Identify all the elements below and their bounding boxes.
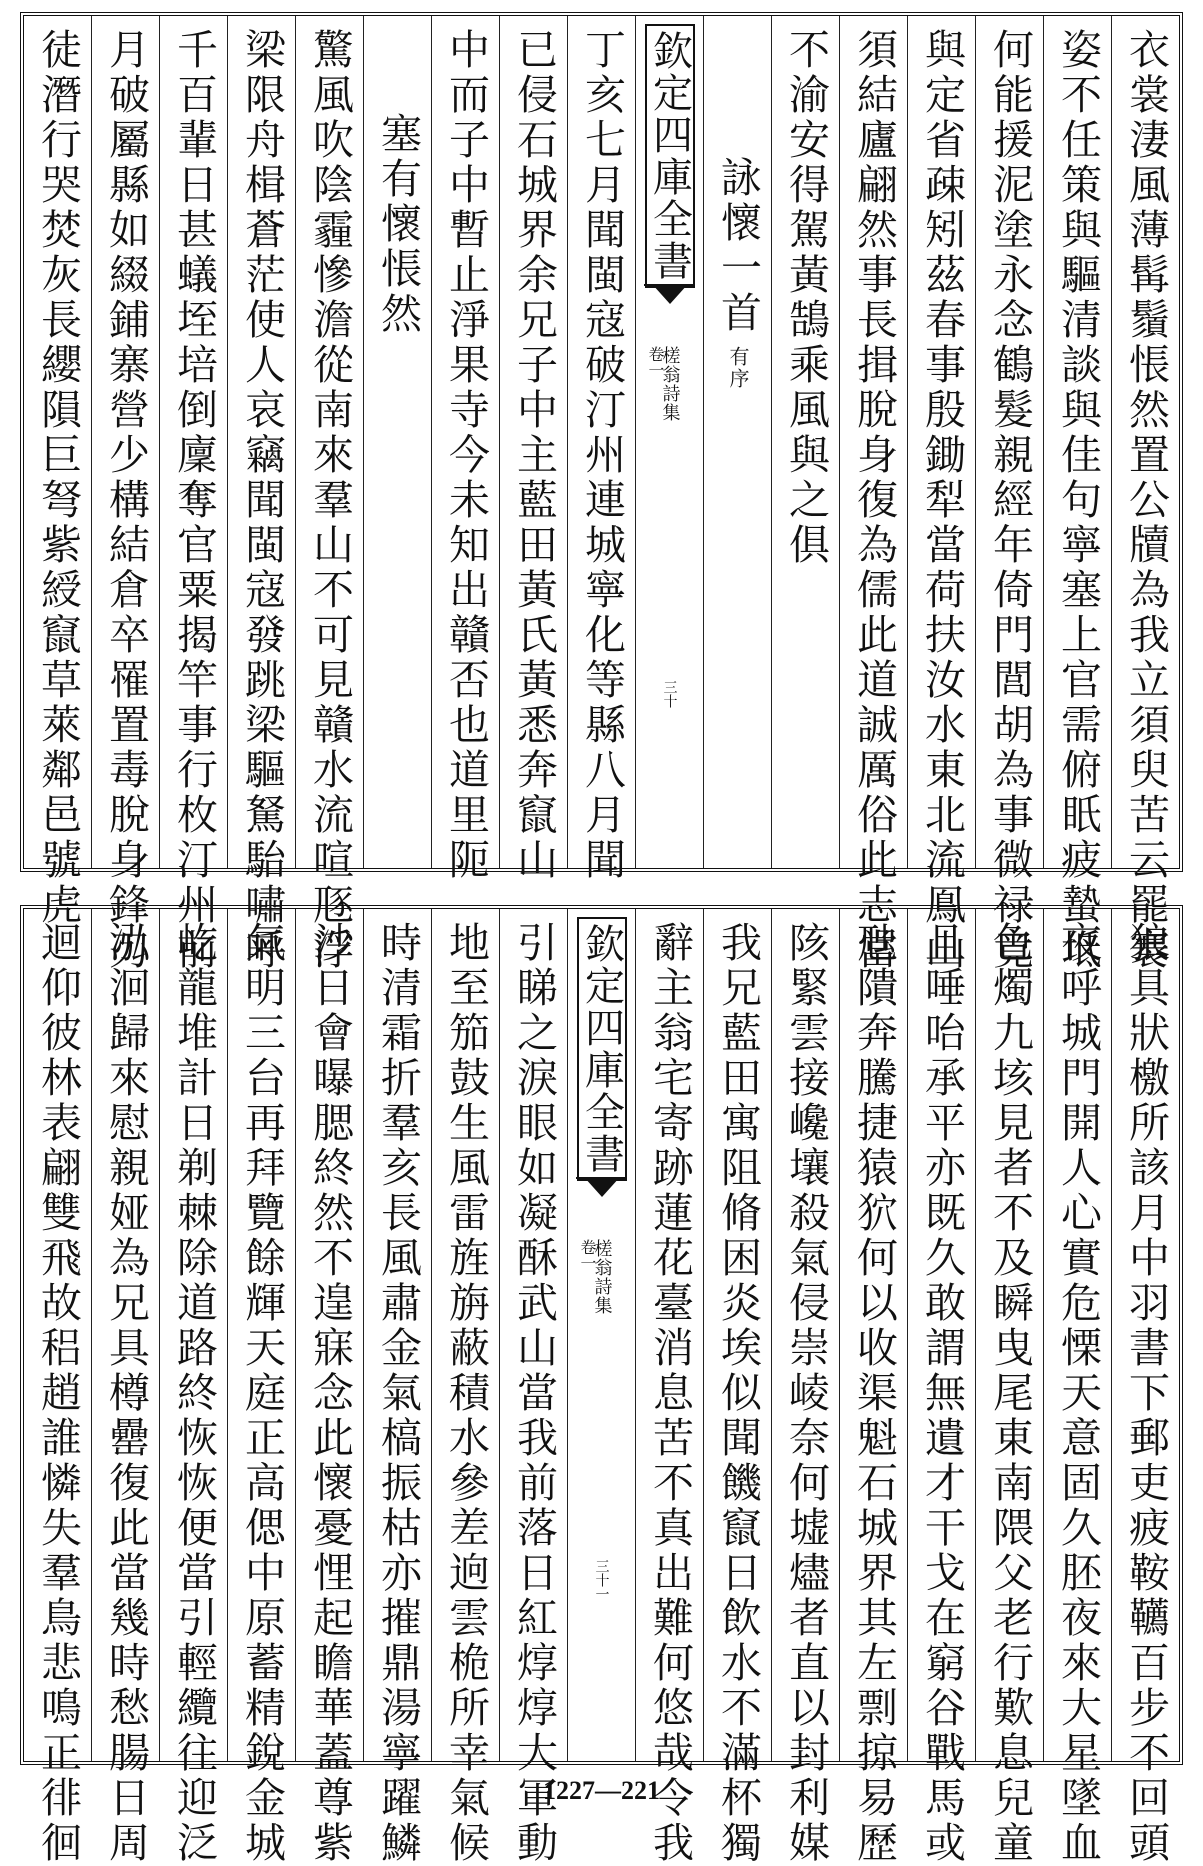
text-column (431, 909, 499, 1866)
column-text: 引睇之淚眼如凝酥武山當我前落日紅焞焞大軍動 (510, 921, 559, 1866)
column-text: 與定省疎矧茲春事殷鋤犁當荷扶汝水東北流鳯山 (918, 28, 967, 973)
text-column (363, 909, 431, 1866)
volume-label: 卷一 (578, 1239, 597, 1271)
text-column (907, 909, 975, 1866)
top-columns (24, 16, 1179, 973)
text-column (159, 16, 227, 973)
text-column (227, 909, 295, 1866)
text-column (1111, 909, 1179, 1866)
column-text: 衣裳淒風薄髯鬚悵然置公牘為我立須臾苦云罷褰 (1122, 28, 1171, 973)
poem-title-column (703, 16, 771, 868)
column-text: 迴仰彼林表翩雙飛故稆趙誰憐失羣鳥悲鳴正徘徊 (34, 921, 83, 1866)
text-column (159, 909, 227, 1866)
text-column (431, 16, 499, 883)
column-text: 我兄藍田寓阻脩困炎埃似聞饑竄日飲水不滿杯獨 (714, 921, 763, 1866)
column-text: 姿不任策與驅清談與佳句寧塞上官需俯眂疲蟄坻 (1054, 28, 1103, 973)
text-column (703, 909, 771, 1866)
column-text: 時清霜折羣亥長風肅金氣槁振枯亦摧鼎湯寧躍鱗 (374, 921, 423, 1866)
poem-title-note: 有序 (726, 346, 750, 390)
center-fold-column (567, 909, 635, 1761)
center-fold-column (635, 16, 703, 868)
column-text: 且唾咍承平亦既久敢謂無遺才干戈在窮谷戰馬或 (918, 921, 967, 1866)
fishtail-mark (644, 284, 695, 314)
column-text: 狼具狀檄所該月中羽書下郵吏疲鞍韉百步不回頭 (1122, 921, 1171, 1866)
book-title: 槎翁詩集 (591, 1239, 613, 1315)
text-column (227, 16, 295, 973)
text-column (295, 16, 363, 973)
collection-header: 欽定四庫全書 (645, 24, 695, 288)
column-text: 塞有懷悵然 (374, 112, 423, 337)
page-number: 三十一 (593, 1559, 610, 1601)
text-column (24, 16, 91, 928)
text-column (91, 16, 159, 973)
text-column (363, 16, 431, 868)
column-text: 陔緊雲接巉壤殺氣侵崇崚奈何墟燼者直以封利媒 (782, 921, 831, 1866)
text-column (975, 909, 1043, 1866)
column-text: 千百輩日甚蟻垤培倒廩奪官粟揭竿事行枚汀州前 (170, 28, 219, 973)
column-text: 色燭九垓見者不及瞬曳尾東南隈父老行歎息兒童 (986, 921, 1035, 1866)
text-column (499, 16, 567, 883)
column-text: 何能援泥塗永念鶴髮親經年倚門閭胡為事微禄竟 (986, 28, 1035, 973)
top-page-panel (20, 12, 1183, 973)
volume-label: 卷一 (646, 346, 665, 378)
text-column (1111, 16, 1179, 973)
column-text: 夜呼城門開人心實危慄天意固久胚夜來大星墜血 (1054, 921, 1103, 1866)
text-column (907, 16, 975, 973)
column-text: 丁亥七月聞閩寇破汀州連城寧化等縣八月聞 (578, 28, 627, 883)
fishtail-mark (576, 1177, 627, 1207)
text-column (567, 16, 635, 883)
column-text: 屹龍堆計日剃棘除道路終恢恢便當引輕纜往迎泛 (170, 921, 219, 1866)
page-number: 三十 (661, 680, 678, 708)
text-column (771, 16, 839, 868)
column-text: 地至笳鼓生風雷旌旃蔽積水參差逈雲桅所幸氣候 (442, 921, 491, 1866)
column-text: 月破屬縣如綴鋪寨營少構結倉卒罹置毒脫身鋒刃 (102, 28, 151, 973)
column-text: 須結廬翩然事長揖脫身復為儒此道誠厲俗此志當 (850, 28, 899, 973)
column-text: 梁限舟楫蒼茫使人哀竊聞閩寇發跳梁驅駑駘嘯呼 (238, 28, 287, 973)
column-text: 沙日會曝腮終然不遑寐念此懷憂悝起瞻華蓋尊紫 (306, 921, 355, 1866)
collection-header: 欽定四庫全書 (577, 917, 627, 1181)
text-column (499, 909, 567, 1866)
text-column (635, 909, 703, 1866)
column-text: 已侵石城界余兄子中主藍田黃氏黃悉奔竄山 (510, 28, 559, 883)
column-text: 中而子中暫止淨果寺今未知出贛否也道里阨 (442, 28, 491, 883)
column-text: 徒潛行哭焚灰長纓隕巨弩紫綬竄草萊鄰邑號虎 (34, 28, 83, 928)
catalog-number: 1227—221 (543, 1776, 660, 1805)
column-text: 泓洄歸來慰親娅為兄具樽罍復此當幾時愁腸日周 (102, 921, 151, 1866)
column-text: 氣明三台再拜覽餘輝天庭正高偲中原蓄精銳金城 (238, 921, 287, 1866)
text-column (24, 909, 91, 1866)
text-column (839, 16, 907, 973)
column-text: 驚風吹陰霾慘澹從南來羣山不可見贛水流喧豗浮 (306, 28, 355, 973)
text-column (91, 909, 159, 1866)
text-column (839, 909, 907, 1866)
column-text: 不渝安得駕黃鵠乘風與之俱 (782, 28, 831, 568)
text-column (295, 909, 363, 1866)
poem-title: 詠懷一首 (714, 156, 763, 336)
book-title: 槎翁詩集 (659, 346, 681, 422)
text-column (1043, 16, 1111, 973)
text-column (975, 16, 1043, 973)
column-text: 虺隤奔騰捷猿狖何以收渠魁石城界其左剽掠易歷 (850, 921, 899, 1866)
column-text: 辭主翁宅寄跡蓮花臺消息苦不真出難何悠哉令我 (646, 921, 695, 1866)
text-column (1043, 909, 1111, 1866)
text-column (771, 909, 839, 1866)
